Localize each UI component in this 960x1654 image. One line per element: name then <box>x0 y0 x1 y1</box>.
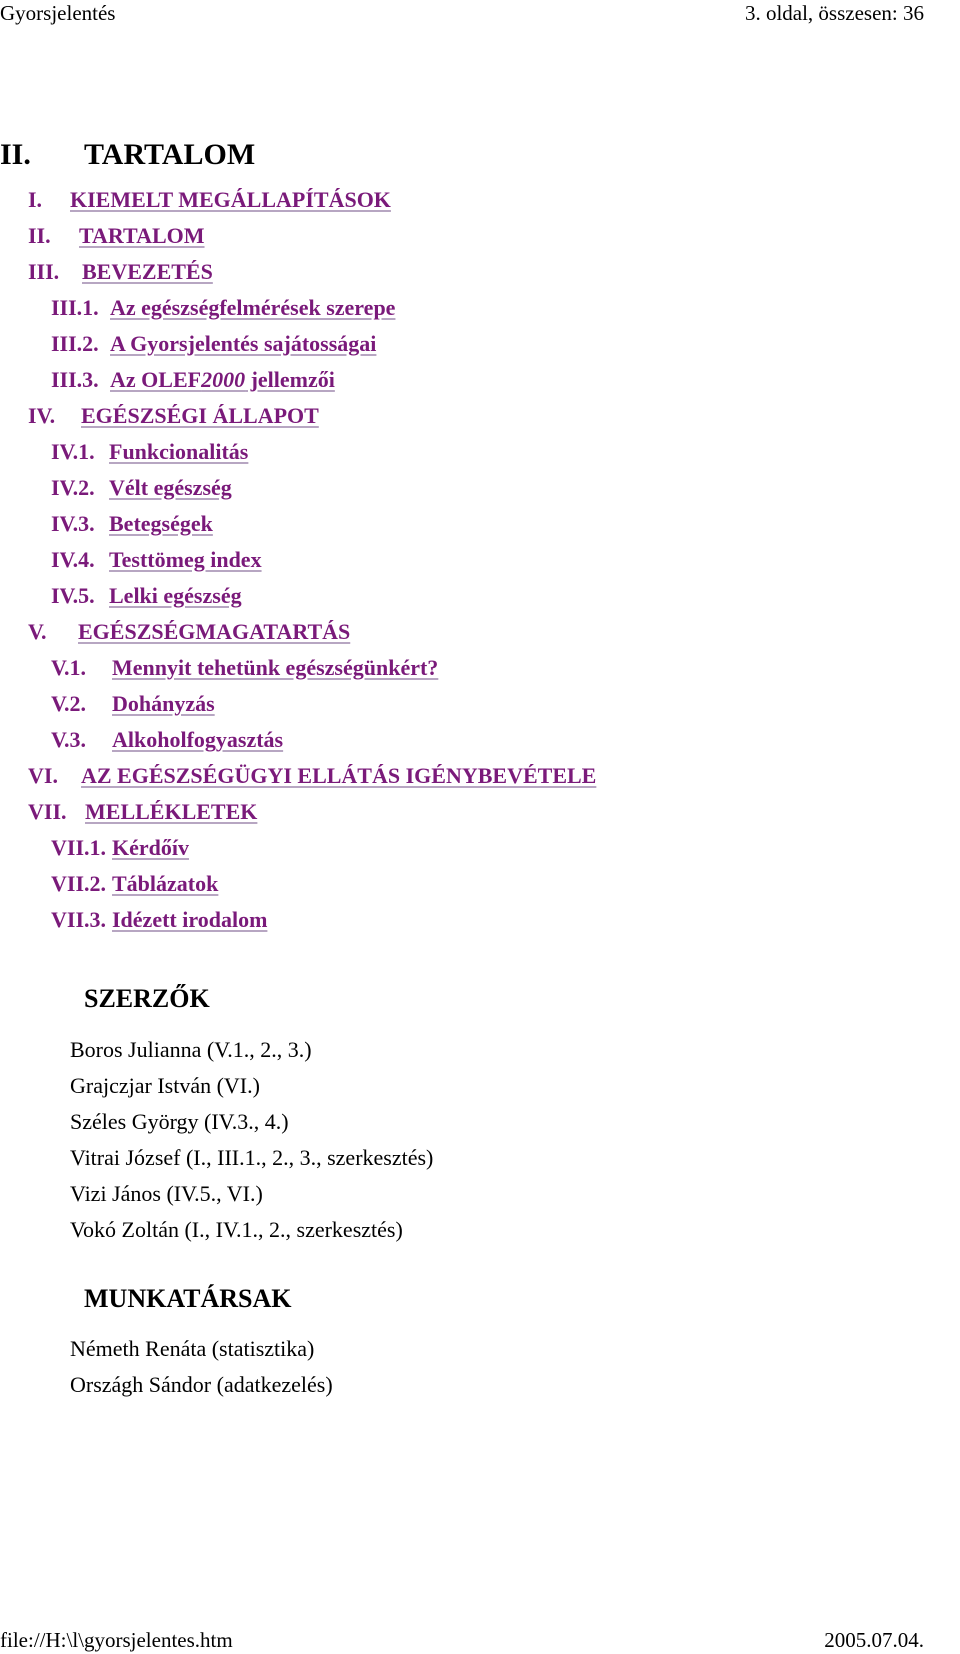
toc-link-v-2[interactable] <box>51 690 215 718</box>
toc-number: VII. <box>28 799 67 824</box>
toc-label: EGÉSZSÉGMAGATARTÁS <box>78 619 351 644</box>
toc-link-v-3[interactable] <box>51 726 283 754</box>
toc-label: Dohányzás <box>112 691 215 716</box>
toc-label: Lelki egészség <box>109 583 242 608</box>
toc-label: Funkcionalitás <box>109 439 249 464</box>
toc-number: V.1. <box>51 655 87 680</box>
toc-label: Az egészségfelmérések szerepe <box>110 295 396 320</box>
toc-number: III.1. <box>51 295 99 320</box>
section-title: TARTALOM <box>84 138 256 171</box>
toc-link-iv-3[interactable] <box>51 510 213 538</box>
toc-link-v-1[interactable] <box>51 654 438 682</box>
toc-link-v[interactable] <box>28 618 350 646</box>
toc-number: V. <box>28 619 47 644</box>
toc-number: IV.2. <box>51 475 95 500</box>
author-item: Vitrai József (I., III.1., 2., 3., szerkesztés) <box>70 1145 434 1170</box>
toc-number: VII.3. <box>51 907 107 932</box>
toc-number: V.3. <box>51 727 87 752</box>
toc-link-iii-1[interactable] <box>51 294 395 322</box>
staff-item: Országh Sándor (adatkezelés) <box>70 1372 333 1397</box>
toc-number: IV.3. <box>51 511 95 536</box>
author-item: Széles György (IV.3., 4.) <box>70 1109 289 1134</box>
toc-link-iv-2[interactable] <box>51 474 232 502</box>
toc-label: AZ EGÉSZSÉGÜGYI ELLÁTÁS IGÉNYBEVÉTELE <box>81 763 597 788</box>
footer-date: 2005.07.04. <box>824 1628 924 1652</box>
toc-number: V.2. <box>51 691 87 716</box>
author-item: Vokó Zoltán (I., IV.1., 2., szerkesztés) <box>70 1217 403 1242</box>
toc-label: Táblázatok <box>112 871 219 896</box>
toc-label: Kérdőív <box>112 835 189 860</box>
toc-link-iii-3[interactable] <box>51 366 335 394</box>
toc-number: III.2. <box>51 331 99 356</box>
toc-link-iv-1[interactable] <box>51 438 248 466</box>
staff-heading: MUNKATÁRSAK <box>84 1284 292 1313</box>
toc-label-italic: 2000 <box>201 367 246 392</box>
toc-label: Idézett irodalom <box>112 907 268 932</box>
toc-link-iv[interactable] <box>28 402 319 430</box>
author-item: Boros Julianna (V.1., 2., 3.) <box>70 1037 312 1062</box>
toc-number: III. <box>28 259 60 284</box>
toc-label: BEVEZETÉS <box>82 259 213 284</box>
toc-label: KIEMELT MEGÁLLAPÍTÁSOK <box>70 187 391 212</box>
toc-label: Az OLEF <box>110 367 202 392</box>
toc-label: Vélt egészség <box>109 475 232 500</box>
toc-label: Mennyit tehetünk egészségünkért? <box>112 655 439 680</box>
toc-link-ii[interactable] <box>28 222 205 250</box>
toc-link-iii[interactable] <box>28 258 213 286</box>
toc-link-i[interactable] <box>28 186 391 214</box>
toc-label: MELLÉKLETEK <box>85 799 258 824</box>
toc-number: III.3. <box>51 367 99 392</box>
header-title: Gyorsjelentés <box>0 1 116 25</box>
header-page-count: 3. oldal, összesen: 36 <box>744 1 924 25</box>
toc-label: Betegségek <box>109 511 213 536</box>
toc-number: IV.4. <box>51 547 95 572</box>
toc-number: II. <box>28 223 51 248</box>
toc-number: IV.1. <box>51 439 95 464</box>
toc-number: IV. <box>28 403 56 428</box>
staff-item: Németh Renáta (statisztika) <box>70 1336 315 1361</box>
toc-link-vi[interactable] <box>28 762 596 790</box>
toc-number: IV.5. <box>51 583 95 608</box>
toc-link-iv-5[interactable] <box>51 582 242 610</box>
toc-link-vii-3[interactable] <box>51 906 267 934</box>
author-item: Vizi János (IV.5., VI.) <box>70 1181 263 1206</box>
toc-label-suffix: jellemzői <box>245 367 335 392</box>
toc-number: VI. <box>28 763 58 788</box>
toc-label: A Gyorsjelentés sajátosságai <box>110 331 377 356</box>
toc-label: TARTALOM <box>79 223 205 248</box>
authors-heading: SZERZŐK <box>84 984 210 1013</box>
toc-number: VII.1. <box>51 835 107 860</box>
toc-link-vii-1[interactable] <box>51 834 189 862</box>
toc-link-iv-4[interactable] <box>51 546 262 574</box>
toc-label: Alkoholfogyasztás <box>112 727 284 752</box>
author-item: Grajczjar István (VI.) <box>70 1073 260 1098</box>
toc-number: I. <box>28 187 43 212</box>
footer-file-path: file://H:\l\gyorsjelentes.htm <box>0 1628 233 1652</box>
toc-number: VII.2. <box>51 871 107 896</box>
toc-label: EGÉSZSÉGI ÁLLAPOT <box>81 403 319 428</box>
section-number: II. <box>0 138 31 171</box>
toc-link-vii[interactable] <box>28 798 257 826</box>
toc-label: Testtömeg index <box>109 547 262 572</box>
toc-link-vii-2[interactable] <box>51 870 218 898</box>
toc-link-iii-2[interactable] <box>51 330 376 358</box>
